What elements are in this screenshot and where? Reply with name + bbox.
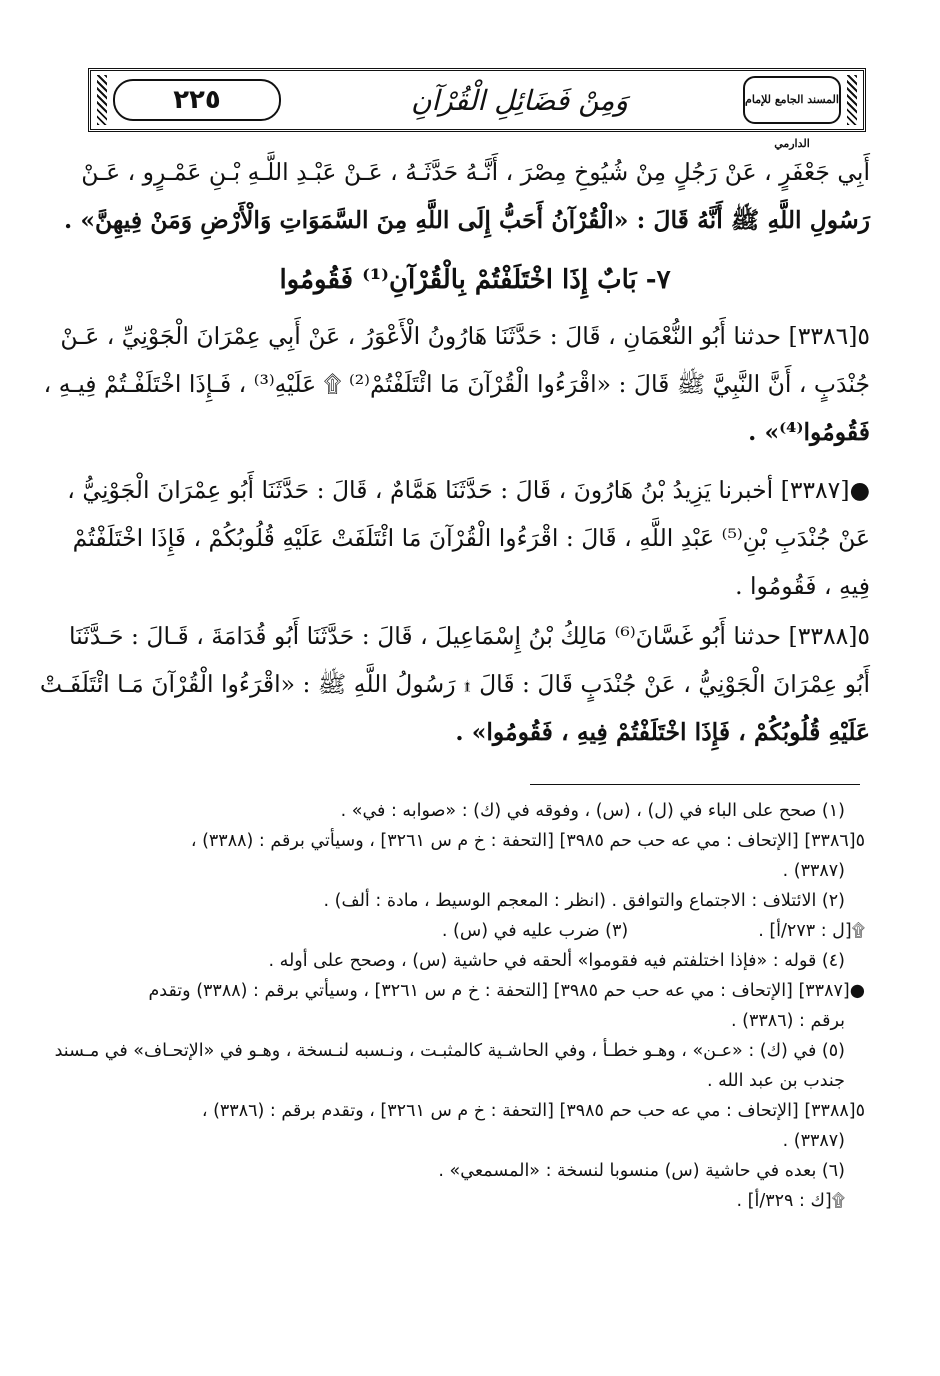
reference-3388: ٥[٣٣٨٨] [الإتحاف : مي عه حب حم ٣٩٨٥] [التحفة : خ م س ٣٢٦١] ، وتقدم برقم : (٣٣٨٦) ،: [201, 1101, 865, 1121]
footnote-6: (٦) بعده في حاشية (س) منسوبا لنسخة : «المسمعي» .: [438, 1161, 845, 1181]
footnote-4: (٤) قوله : «فإذا اختلفتم فيه فقوموا» ألحقه في حاشية (س) ، وصحح على أوله .: [268, 951, 845, 971]
text-line: فَقُومُوا⁽⁴⁾» .: [748, 418, 870, 446]
text-line: فِيهِ ، فَقُومُوا .: [735, 572, 870, 600]
hadith-3388: [39, 612, 870, 756]
text-line: عَلَيْهِ قُلُوبُكُمْ ، فَإِذَا اخْتَلَفْتُمْ فِيهِ ، فَقُومُوا» .: [455, 718, 870, 746]
intro-paragraph: [63, 148, 870, 244]
reference-3388-cont: (٣٣٨٧) .: [782, 1131, 845, 1151]
hadith-3386: [43, 312, 870, 456]
footnote-row: [80, 916, 865, 946]
footnote-separator: [530, 784, 860, 785]
footnote-2: (٢) الائتلاف : الاجتماع والتوافق . (انظر : المعجم الوسيط ، مادة : ألف) .: [323, 891, 845, 911]
reference-3387: ●[٣٣٨٧] [الإتحاف : مي عه حب حم ٣٩٨٥] [التحفة : خ م س ٣٢٦١] ، وسيأتي برقم : (٣٣٨٨) وتقدم: [148, 981, 865, 1001]
hadith-3387: [67, 466, 870, 610]
text-line: ٥[٣٣٨٨] حدثنا أَبُو غَسَّانَ⁽⁶⁾ مَالِكُ بْنُ إِسْمَاعِيلَ ، قَالَ : حَدَّثَنَا أَبُو قُدَامَةَ ، قَـالَ : حَـدَّثَنَا: [68, 622, 870, 650]
manuscript-mark-l: ۩[ل : ٢٧٣/أ] .: [758, 921, 865, 941]
reference-3386: ٥[٣٣٨٦] [الإتحاف : مي عه حب حم ٣٩٨٥] [التحفة : خ م س ٣٢٦١] ، وسيأتي برقم : (٣٣٨٨) ،: [190, 831, 865, 851]
text-line: رَسُولِ اللَّهِ ﷺ أَنَّهُ قَالَ : «الْقُرْآنُ أَحَبُّ إِلَى اللَّهِ مِنَ السَّمَوَاتِ وَالْأَرْضِ وَمَنْ فِيهِنَّ» .: [63, 206, 870, 234]
text-line: عَنْ جُنْدَبِ بْنِ⁽⁵⁾ عَبْدِ اللَّهِ ، قَالَ : اقْرَءُوا الْقُرْآنَ مَا ائْتَلَفَتْ عَلَيْهِ قُلُوبُكُمْ ، فَإِذَا اخْتَلَفْتُمْ: [72, 524, 870, 552]
footnotes: [54, 796, 865, 1216]
footnote-5: (٥) في (ك) : «عـن» ، وهـو خطـأ ، وفي الحاشـية كالمثبـت ، ونـسبه لنـسخة ، وهـو في «الإتحـاف» في مـسند: [54, 1041, 845, 1061]
reference-3387-cont: برقم : (٣٣٨٦) .: [731, 1011, 845, 1031]
text-line: جُنْدَبٍ ، أَنَّ النَّبِيَّ ﷺ قَالَ : «اقْرَءُوا الْقُرْآنَ مَا ائْتَلَفْتُمْ⁽²⁾ ۩ عَلَيْهِ⁽³⁾ ، فَـإِذَا اخْتَلَفْـتُمْ فِيـهِ ،: [43, 370, 870, 398]
footnote-5-cont: جندب بن عبد الله .: [706, 1071, 845, 1091]
reference-3386-cont: (٣٣٨٧) .: [782, 861, 845, 881]
text-line: أَبُو عِمْرَانَ الْجَوْنِيُّ ، عَنْ جُنْدَبٍ قَالَ : قَالَ ۩ رَسُولُ اللَّهِ ﷺ : «اقْرَءُوا الْقُرْآنَ مَـا ائْتَلَفَـتْ: [39, 670, 870, 698]
header-ornament-right: [847, 75, 857, 125]
footnote-1: (١) صحح على الباء في (ل) ، (س) ، وفوقه في (ك) : «صوابه : في» .: [340, 801, 845, 821]
header-ornament-left: [97, 75, 107, 125]
footnote-3: (٣) ضرب عليه في (س) .: [441, 921, 629, 941]
seal-text: المسند الجامع للإمام الدارمي: [745, 93, 839, 150]
chapter-heading: ٧- بَابٌ إِذَا اخْتَلَفْتُمْ بِالْقُرْآنِ⁽¹⁾ فَقُومُوا: [279, 265, 671, 295]
book-seal-logo: [743, 76, 841, 150]
running-chapter-title: وَمِنْ فَضَائِلِ الْقُرْآنِ: [410, 84, 629, 117]
text-line: ٥[٣٣٨٦] حدثنا أَبُو النُّعْمَانِ ، قَالَ : حَدَّثَنَا هَارُونُ الْأَعْوَرُ ، عَنْ أَبِي عِمْرَانَ الْجَوْنِيِّ ، عَـنْ: [60, 322, 870, 350]
page-number: ٢٢٥: [113, 79, 281, 121]
manuscript-mark-k: ۩[ك : ٣٢٩/أ] .: [736, 1191, 845, 1211]
text-line: أَبِي جَعْفَرٍ ، عَنْ رَجُلٍ مِنْ شُيُوخِ مِصْرَ ، أَنَّـهُ حَدَّثَـهُ ، عَـنْ عَبْـدِ اللَّـهِ بْـنِ عَمْـرٍو ، عَـنْ: [81, 158, 870, 186]
page-header: [88, 68, 866, 150]
text-line: ●[٣٣٨٧] أخبرنا يَزِيدُ بْنُ هَارُونَ ، قَالَ : حَدَّثَنَا هَمَّامٌ ، قَالَ : حَدَّثَنَا أَبُو عِمْرَانَ الْجَوْنِيُّ ،: [67, 476, 870, 504]
